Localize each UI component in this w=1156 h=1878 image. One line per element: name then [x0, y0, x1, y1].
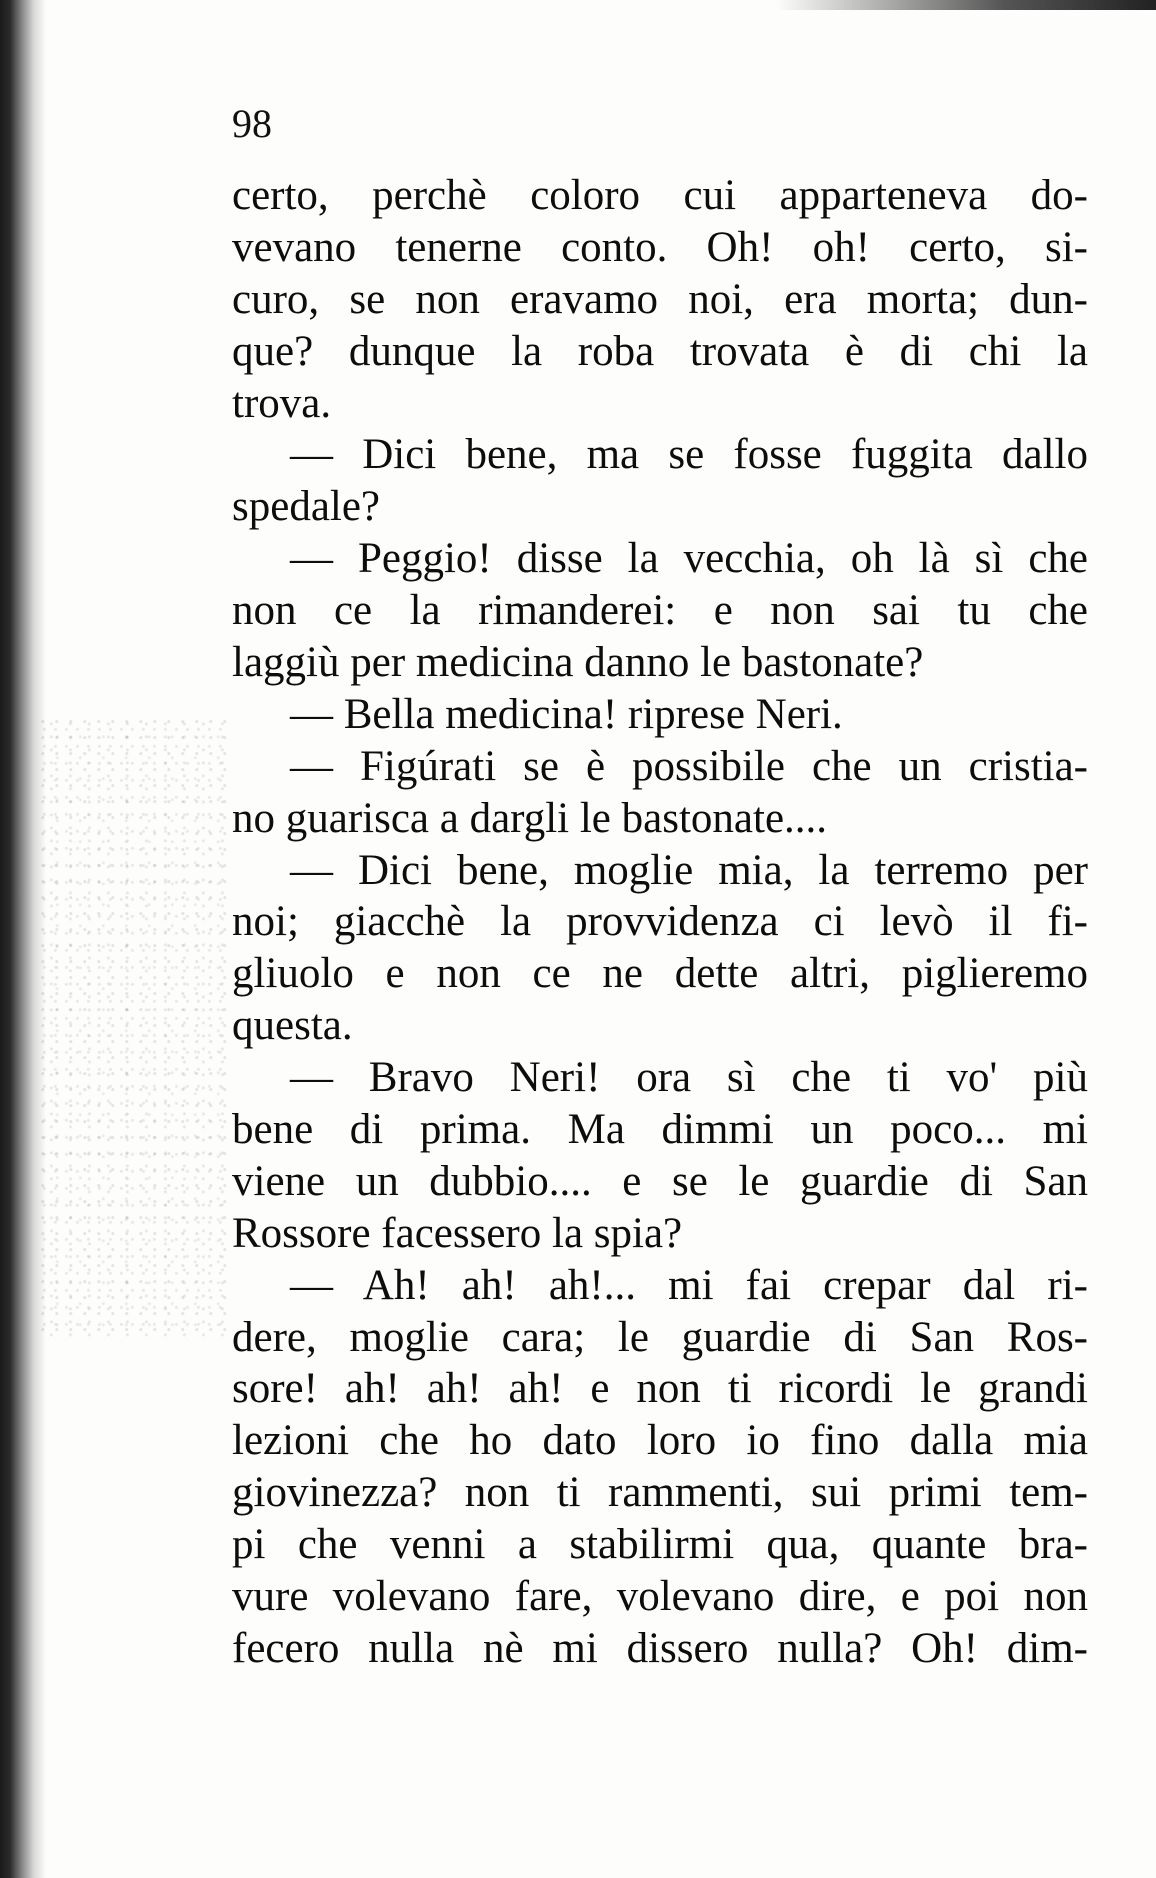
text-line: vevano tenerne conto. Oh! oh! certo, si- — [232, 223, 1088, 271]
top-edge-shadow — [776, 0, 1156, 10]
text-line: noi; giacchè la provvidenza ci levò il fi- — [232, 898, 1088, 946]
text-line: bene di prima. Ma dimmi un poco... mi — [232, 1106, 1088, 1154]
text-line: laggiù per medicina danno le bastonate? — [232, 639, 924, 687]
text-line: questa. — [232, 1002, 353, 1050]
text-line: dere, moglie cara; le guardie di San Ros- — [232, 1313, 1088, 1361]
text-line: — Bravo Neri! ora sì che ti vo' più — [290, 1054, 1088, 1102]
text-line: que? dunque la roba trovata è di chi la — [232, 327, 1088, 375]
text-line: — Dici bene, moglie mia, la terremo per — [290, 846, 1088, 894]
text-line: vure volevano fare, volevano dire, e poi non — [232, 1573, 1088, 1621]
text-line: — Figúrati se è possibile che un cristia- — [290, 742, 1088, 790]
text-line: fecero nulla nè mi dissero nulla? Oh! dim- — [232, 1624, 1088, 1672]
text-line: no guarisca a dargli le bastonate.... — [232, 794, 828, 842]
text-line: — Bella medicina! riprese Neri. — [290, 690, 843, 738]
text-line: giovinezza? non ti rammenti, sui primi tem- — [232, 1469, 1088, 1517]
text-line: — Ah! ah! ah!... mi fai crepar dal ri- — [290, 1261, 1088, 1309]
text-line: curo, se non eravamo noi, era morta; dun- — [232, 275, 1088, 323]
page-number: 98 — [232, 101, 272, 146]
text-line: pi che venni a stabilirmi qua, quante bra- — [232, 1521, 1088, 1569]
text-line: certo, perchè coloro cui apparteneva do- — [232, 172, 1088, 219]
body-text — [232, 170, 1088, 1675]
text-line: spedale? — [232, 483, 381, 531]
text-line: — Peggio! disse la vecchia, oh là sì che — [290, 535, 1088, 583]
text-line: trova. — [232, 379, 332, 427]
scan-speckles — [40, 720, 230, 1340]
text-line: non ce la rimanderei: e non sai tu che — [232, 587, 1088, 635]
text-line: sore! ah! ah! ah! e non ti ricordi le grandi — [232, 1365, 1088, 1413]
text-line: Rossore facessero la spia? — [232, 1209, 683, 1257]
text-line: viene un dubbio.... e se le guardie di San — [232, 1157, 1088, 1205]
text-line: gliuolo e non ce ne dette altri, piglieremo — [232, 950, 1088, 998]
text-line: — Dici bene, ma se fosse fuggita dallo — [290, 431, 1088, 479]
text-line: lezioni che ho dato loro io fino dalla mia — [232, 1417, 1088, 1465]
